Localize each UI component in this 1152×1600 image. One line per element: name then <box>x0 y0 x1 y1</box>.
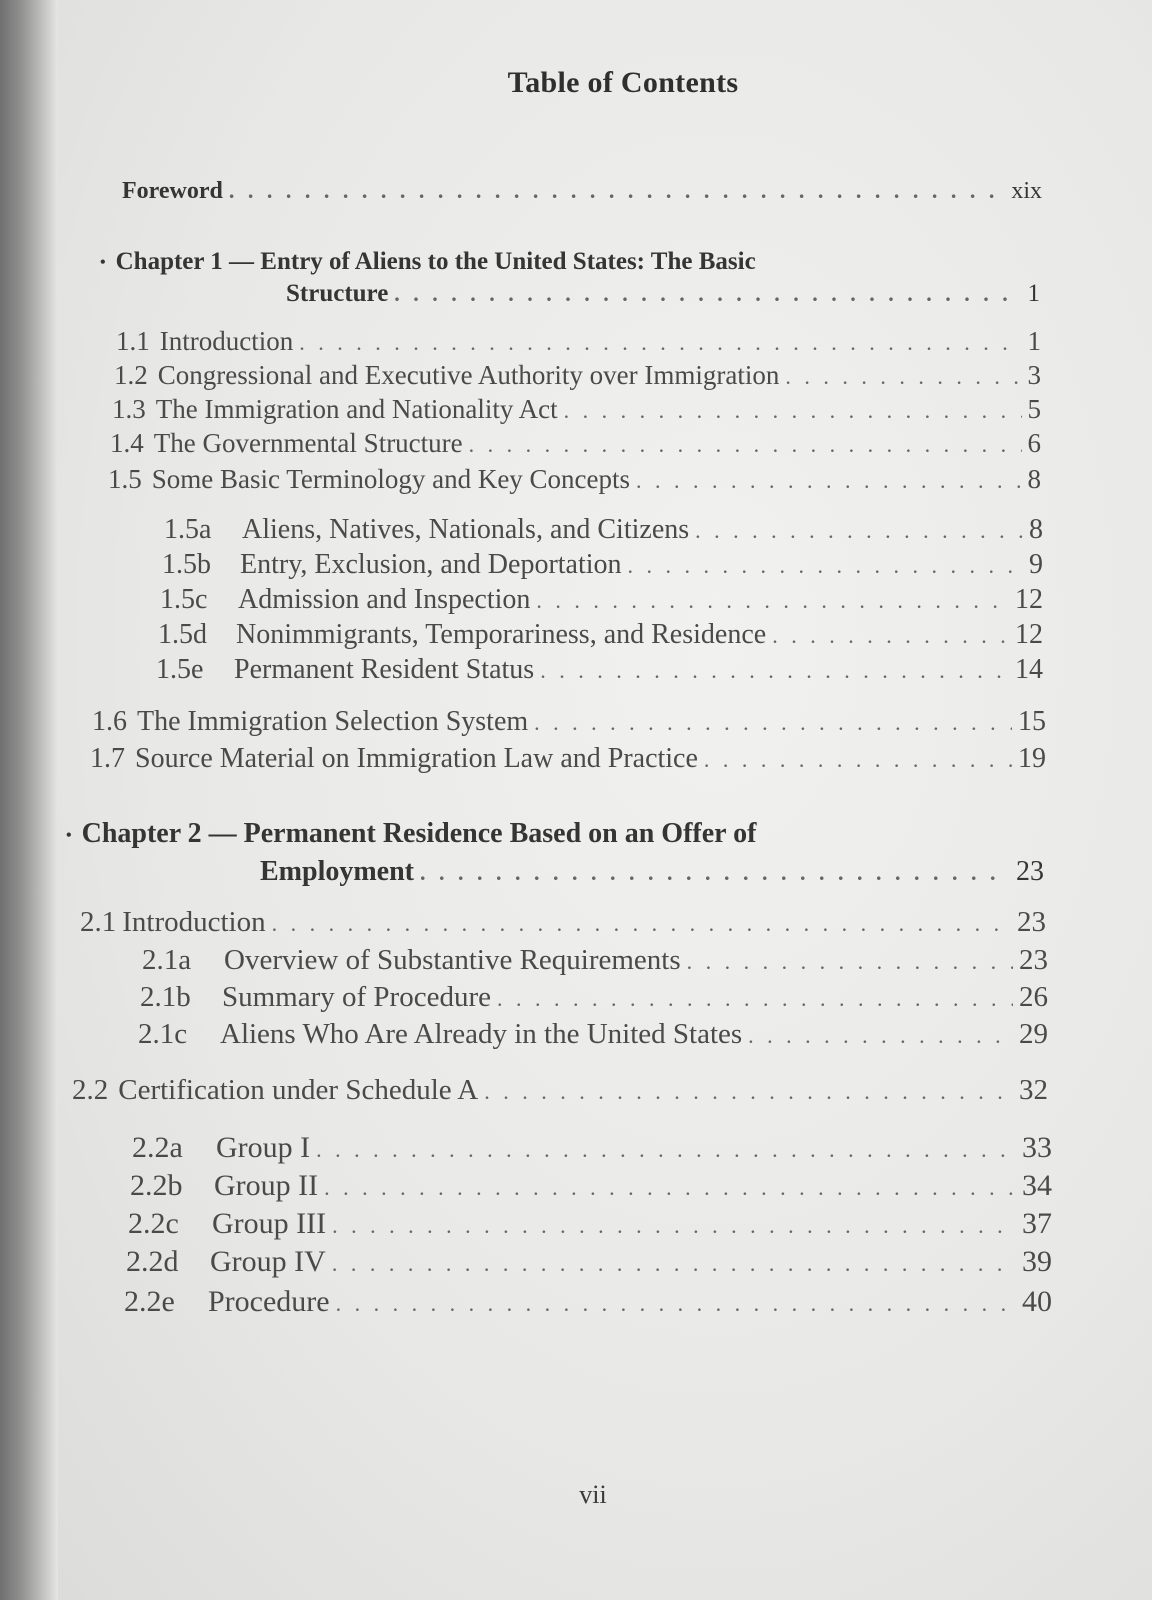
dot-leader <box>469 432 1022 458</box>
toc-entry-page: 40 <box>1022 1285 1052 1318</box>
toc-entry-page: 8 <box>1027 464 1041 494</box>
toc-entry-page: 12 <box>1015 584 1043 615</box>
dot-leader <box>332 1213 1016 1239</box>
section-number: 1.5c <box>160 584 208 615</box>
toc-entry-page: 23 <box>1017 906 1046 938</box>
dot-leader <box>695 518 1023 544</box>
dot-leader <box>324 1175 1016 1201</box>
toc-entry[interactable] <box>160 584 1043 616</box>
toc-entry[interactable] <box>72 1074 1048 1107</box>
toc-entry[interactable] <box>138 1018 1048 1051</box>
toc-entry-page: 1 <box>1027 280 1040 307</box>
section-number: 1.5b <box>162 549 211 580</box>
toc-entry-label: Foreword <box>122 178 223 204</box>
section-title: The Immigration and Nationality Act <box>155 394 558 424</box>
section-title: Group IV <box>210 1245 326 1278</box>
section-title: Overview of Substantive Requirements <box>224 944 681 976</box>
section-title: Entry, Exclusion, and Deportation <box>240 549 622 580</box>
dot-leader <box>636 468 1021 494</box>
section-title: Permanent Resident Status <box>234 654 535 685</box>
chapter-1-title: Chapter 1 — Entry of Aliens to the United States: The Basic <box>115 248 756 275</box>
toc-entry[interactable] <box>110 428 1041 459</box>
bullet-icon: • <box>66 826 72 844</box>
section-number: 1.3 <box>112 394 146 424</box>
toc-entry[interactable] <box>126 1245 1052 1279</box>
section-title: The Governmental Structure <box>153 428 463 458</box>
section-number: 1.4 <box>110 428 144 458</box>
toc-entry-page: 26 <box>1019 981 1048 1013</box>
section-number: 1.5d <box>158 619 207 650</box>
toc-entry-page: 32 <box>1019 1074 1048 1106</box>
toc-entry-page: 1 <box>1027 326 1041 356</box>
book-page <box>58 0 1152 1600</box>
toc-entry-page: 23 <box>1016 856 1044 887</box>
toc-entry[interactable] <box>90 743 1046 775</box>
section-number: 2.2e <box>124 1285 175 1318</box>
chapter-2-heading[interactable] <box>66 818 756 850</box>
section-number: 2.2b <box>130 1169 183 1202</box>
toc-entry-page: 29 <box>1019 1018 1048 1050</box>
chapter-1-title-cont[interactable] <box>286 280 1040 308</box>
toc-entry[interactable] <box>114 360 1041 391</box>
dot-leader <box>540 658 1009 684</box>
toc-entry[interactable] <box>124 1285 1052 1319</box>
section-number: 1.5 <box>108 464 142 494</box>
toc-entry[interactable] <box>130 1169 1052 1203</box>
chapter-2-title: Chapter 2 — Permanent Residence Based on an Offer of <box>81 818 757 849</box>
dot-leader <box>704 747 1012 773</box>
toc-entry-page: 37 <box>1022 1207 1052 1240</box>
section-title: Some Basic Terminology and Key Concepts <box>151 464 631 494</box>
section-number: 2.1b <box>140 981 191 1013</box>
section-number: 2.1 <box>80 906 117 938</box>
dot-leader <box>316 1137 1016 1163</box>
page-number: vii <box>579 1480 607 1509</box>
dot-leader <box>394 281 1021 307</box>
section-title: The Immigration Selection System <box>137 706 529 737</box>
section-title: Group III <box>212 1207 327 1240</box>
section-number: 1.2 <box>114 360 148 390</box>
section-number: 1.7 <box>90 743 125 774</box>
toc-entry[interactable] <box>80 906 1046 939</box>
section-title: Group I <box>216 1131 311 1164</box>
dot-leader <box>687 949 1013 975</box>
toc-entry-page: 6 <box>1027 428 1041 458</box>
toc-entry[interactable] <box>92 706 1046 738</box>
toc-entry[interactable] <box>116 326 1041 357</box>
toc-entry-page: 8 <box>1029 514 1043 545</box>
dot-leader <box>420 860 1010 886</box>
dot-leader <box>229 178 1005 204</box>
section-title: Congressional and Executive Authority over Immigration <box>157 360 780 390</box>
page-title: Table of Contents <box>507 66 739 99</box>
toc-entry-page: 33 <box>1022 1131 1052 1164</box>
dot-leader <box>536 588 1009 614</box>
toc-entry-page: 14 <box>1015 654 1043 685</box>
toc-entry[interactable] <box>140 981 1048 1014</box>
dot-leader <box>299 330 1021 356</box>
section-title: Source Material on Immigration Law and Practice <box>135 743 698 774</box>
toc-entry[interactable] <box>162 549 1043 581</box>
toc-entry-page: 23 <box>1019 944 1048 976</box>
section-number: 2.2d <box>126 1245 179 1278</box>
dot-leader <box>534 710 1012 736</box>
dot-leader <box>628 553 1023 579</box>
dot-leader <box>748 1023 1013 1049</box>
toc-entry[interactable] <box>164 514 1043 546</box>
dot-leader <box>564 398 1022 424</box>
section-title: Certification under Schedule A <box>118 1074 479 1106</box>
dot-leader <box>484 1079 1013 1105</box>
toc-entry[interactable] <box>156 654 1043 686</box>
section-number: 2.2c <box>128 1207 179 1240</box>
toc-entry-page: 3 <box>1027 360 1041 390</box>
toc-entry[interactable] <box>108 464 1041 495</box>
section-title: Aliens Who Are Already in the United States <box>220 1018 743 1050</box>
section-number: 1.5a <box>164 514 212 545</box>
chapter-1-title-line2: Structure <box>286 280 389 307</box>
section-title: Admission and Inspection <box>238 584 531 615</box>
dot-leader <box>336 1291 1016 1317</box>
section-title: Nonimmigrants, Temporariness, and Residence <box>236 619 767 650</box>
toc-entry-page: 34 <box>1022 1169 1052 1202</box>
section-title: Aliens, Natives, Nationals, and Citizens <box>242 514 690 545</box>
toc-entry[interactable] <box>132 1131 1052 1165</box>
dot-leader <box>772 623 1009 649</box>
toc-entry-page: 39 <box>1022 1245 1052 1278</box>
toc-entry-foreword[interactable] <box>122 178 1042 205</box>
section-number: 1.5e <box>156 654 204 685</box>
toc-entry-page: 12 <box>1015 619 1043 650</box>
bullet-icon: • <box>100 254 106 272</box>
toc-entry[interactable] <box>142 944 1048 977</box>
section-title: Summary of Procedure <box>222 981 491 1013</box>
section-title: Introduction <box>122 906 266 938</box>
toc-entry-page: xix <box>1011 178 1042 204</box>
section-number: 2.1a <box>142 944 192 976</box>
toc-entry-page: 9 <box>1029 549 1043 580</box>
dot-leader <box>332 1251 1016 1277</box>
section-number: 2.1c <box>138 1018 188 1050</box>
section-number: 2.2a <box>132 1131 183 1164</box>
section-number: 2.2 <box>72 1074 109 1106</box>
section-title: Introduction <box>159 326 294 356</box>
dot-leader <box>497 986 1013 1012</box>
section-title: Group II <box>214 1169 319 1202</box>
section-number: 1.6 <box>92 706 127 737</box>
chapter-1-heading[interactable] <box>100 248 756 276</box>
section-number: 1.1 <box>116 326 150 356</box>
chapter-2-title-cont[interactable] <box>260 856 1044 888</box>
book-binding-shadow <box>0 0 58 1600</box>
toc-entry[interactable] <box>158 619 1043 651</box>
toc-entry-page: 19 <box>1018 743 1046 774</box>
section-title: Procedure <box>208 1285 330 1318</box>
toc-entry-page: 5 <box>1027 394 1041 424</box>
toc-entry[interactable] <box>112 394 1041 425</box>
dot-leader <box>785 364 1021 390</box>
dot-leader <box>272 911 1011 937</box>
toc-entry-page: 15 <box>1018 706 1046 737</box>
chapter-2-title-line2: Employment <box>260 856 414 887</box>
toc-entry[interactable] <box>128 1207 1052 1241</box>
